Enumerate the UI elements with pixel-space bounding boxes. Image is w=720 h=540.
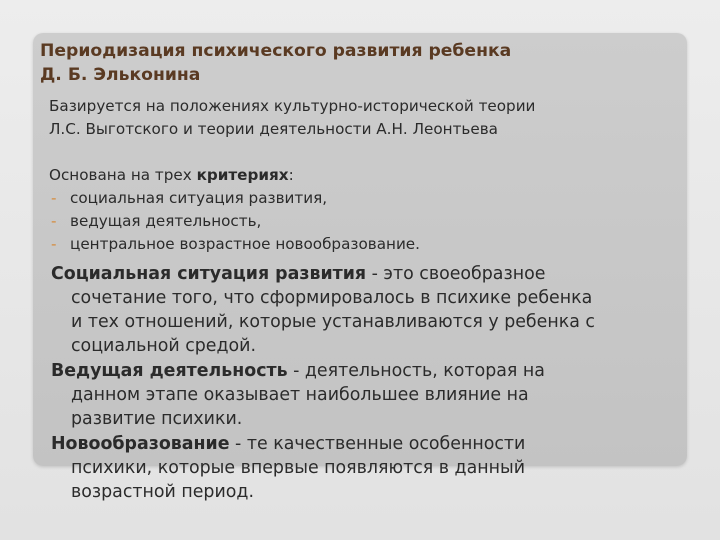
bullet-dash: -: [51, 212, 57, 230]
list-item: [49, 187, 689, 210]
definition-first-line: [51, 359, 691, 383]
criteria-block: [49, 164, 689, 256]
definition-line: социальной средой.: [71, 336, 256, 356]
slide-title: [40, 39, 680, 87]
definition-line: и тех отношений, которые устанавливаются у ребенка с: [71, 312, 595, 332]
bullet-dash: -: [51, 235, 57, 253]
definition-term: Ведущая деятельность: [51, 361, 288, 381]
definition-text: - деятельность, которая на: [287, 361, 545, 381]
criteria-item-text: ведущая деятельность,: [70, 212, 262, 230]
definition-line: данном этапе оказывает наибольшее влияние на: [71, 385, 529, 405]
list-item: [49, 233, 689, 256]
definition-text: - те качественные особенности: [229, 434, 526, 454]
criteria-lead: Основана на трех: [49, 166, 197, 184]
bullet-dash: -: [51, 189, 57, 207]
definition-line: возрастной период.: [71, 482, 254, 502]
intro-line-2: Л.С. Выготского и теории деятельности А.Н. Леонтьева: [49, 120, 498, 138]
definition-line: развитие психики.: [71, 409, 243, 429]
criteria-item-text: центральное возрастное новообразование.: [70, 235, 420, 253]
criteria-lead-end: :: [288, 166, 294, 184]
intro-text: [49, 95, 689, 141]
definition-first-line: [51, 432, 691, 456]
definitions-block: [51, 262, 691, 505]
criteria-list: [49, 187, 689, 256]
definition-social-situation: [51, 262, 691, 358]
intro-line-1: Базируется на положениях культурно-исторической теории: [49, 97, 536, 115]
criteria-item-text: социальная ситуация развития,: [70, 189, 328, 207]
definition-term: Новообразование: [51, 434, 230, 454]
definition-term: Социальная ситуация развития: [51, 264, 367, 284]
criteria-lead-bold: критериях: [196, 166, 289, 184]
list-item: [49, 210, 689, 233]
definition-line: психики, которые впервые появляются в данный: [71, 458, 526, 478]
definition-text: - это своеобразное: [366, 264, 546, 284]
title-line-1: Периодизация психического развития ребенка: [40, 41, 512, 61]
title-line-2: Д. Б. Эльконина: [40, 65, 201, 85]
definition-line: сочетание того, что сформировалось в психике ребенка: [71, 288, 593, 308]
criteria-heading: [49, 164, 689, 187]
definition-neoformation: [51, 432, 691, 504]
definition-leading-activity: [51, 359, 691, 431]
definition-first-line: [51, 262, 691, 286]
